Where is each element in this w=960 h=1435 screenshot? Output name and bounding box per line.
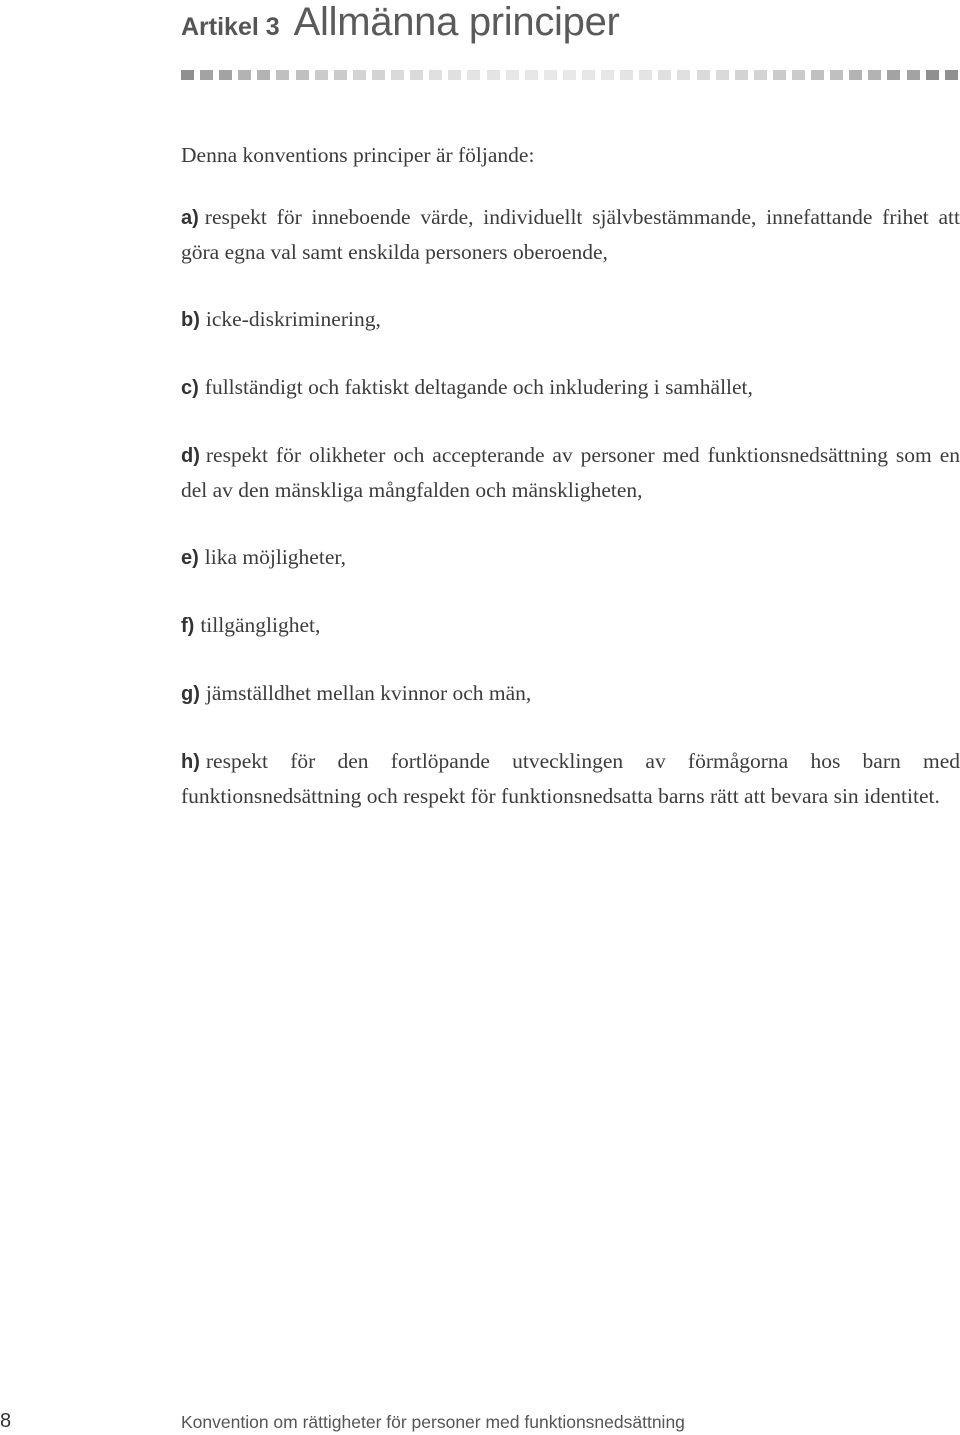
principle-item-h	[181, 744, 960, 813]
item-text: lika möjligheter,	[204, 545, 347, 569]
dotted-divider	[181, 69, 958, 81]
divider-segment	[811, 70, 824, 80]
divider-segment	[487, 70, 500, 80]
item-letter: d)	[181, 445, 200, 467]
principle-item-b	[181, 302, 960, 337]
divider-segment	[563, 70, 576, 80]
divider-segment	[582, 70, 595, 80]
item-text: respekt för olikheter och accepterande av personer med funktionsnedsättning som en del av den mänskliga mångfalden och mänskligheten,	[181, 443, 960, 502]
principle-item-a	[181, 200, 960, 269]
divider-segment	[296, 70, 309, 80]
divider-segment	[677, 70, 690, 80]
item-text: tillgänglighet,	[200, 613, 321, 637]
divider-segment	[525, 70, 538, 80]
article-label: Artikel 3	[181, 13, 280, 41]
page-number: 8	[0, 1410, 12, 1432]
divider-segment	[353, 70, 366, 80]
item-letter: g)	[181, 683, 200, 705]
divider-segment	[334, 70, 347, 80]
divider-segment	[658, 70, 671, 80]
divider-segment	[735, 70, 748, 80]
article-heading	[181, 0, 620, 48]
intro-text: Denna konventions principer är följande:	[181, 143, 535, 167]
divider-segment	[544, 70, 557, 80]
divider-segment	[773, 70, 786, 80]
divider-segment	[926, 70, 939, 80]
article-title: Allmänna principer	[293, 0, 620, 44]
divider-segment	[448, 70, 461, 80]
divider-segment	[467, 70, 480, 80]
divider-segment	[276, 70, 289, 80]
divider-segment	[506, 70, 519, 80]
divider-segment	[391, 70, 404, 80]
item-text: jämställdhet mellan kvinnor och män,	[205, 681, 532, 705]
principle-item-c	[181, 370, 960, 405]
divider-segment	[945, 70, 958, 80]
divider-segment	[238, 70, 251, 80]
divider-segment	[754, 70, 767, 80]
divider-segment	[429, 70, 442, 80]
principle-item-f	[181, 608, 960, 643]
item-text: icke-diskriminering,	[205, 307, 381, 331]
divider-segment	[868, 70, 881, 80]
divider-segment	[849, 70, 862, 80]
item-text: fullständigt och faktiskt deltagande och inkludering i samhället,	[204, 375, 753, 399]
item-letter: h)	[181, 751, 200, 773]
article-body	[181, 138, 960, 846]
item-text: respekt för inneboende värde, individuellt självbestämmande, innefattande frihet att göra egna val samt enskilda personers oberoende,	[181, 205, 960, 264]
divider-segment	[219, 70, 232, 80]
divider-segment	[257, 70, 270, 80]
footer-title: Konvention om rättigheter för personer med funktionsnedsättning	[181, 1412, 685, 1432]
divider-segment	[792, 70, 805, 80]
divider-segment	[830, 70, 843, 80]
divider-segment	[716, 70, 729, 80]
principle-item-d	[181, 438, 960, 507]
item-letter: f)	[181, 615, 195, 637]
principle-item-g	[181, 676, 960, 711]
item-letter: a)	[181, 207, 199, 229]
item-text: respekt för den fortlöpande utvecklingen av förmågorna hos barn med funktionsnedsättning och respekt för funktionsnedsatta barns rätt att bevara sin identitet.	[181, 749, 960, 808]
divider-segment	[315, 70, 328, 80]
item-letter: c)	[181, 377, 199, 399]
item-letter: e)	[181, 547, 199, 569]
divider-segment	[200, 70, 213, 80]
divider-segment	[410, 70, 423, 80]
divider-segment	[887, 70, 900, 80]
divider-segment	[601, 70, 614, 80]
divider-segment	[697, 70, 710, 80]
divider-segment	[620, 70, 633, 80]
divider-segment	[372, 70, 385, 80]
divider-segment	[907, 70, 920, 80]
item-letter: b)	[181, 309, 200, 331]
divider-segment	[181, 70, 194, 80]
divider-segment	[639, 70, 652, 80]
principle-item-e	[181, 540, 960, 575]
